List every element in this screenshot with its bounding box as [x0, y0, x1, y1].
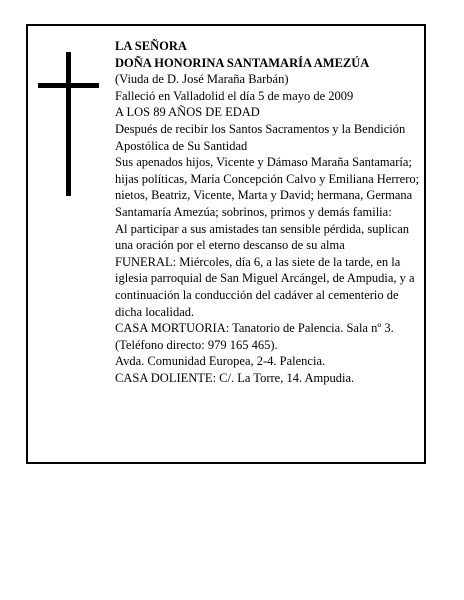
- deceased-name: DOÑA HONORINA SANTAMARÍA AMEZÚA: [115, 55, 370, 70]
- mortuary-paragraph: CASA MORTUORIA: Tanatorio de Palencia. Sala nº 3. (Teléfono directo: 979 165 465).: [115, 321, 394, 352]
- cross-horizontal-bar: [38, 83, 99, 88]
- death-date-line: Falleció en Valladolid el día 5 de mayo de 2009: [115, 88, 354, 103]
- age-line: A LOS 89 AÑOS DE EDAD: [115, 105, 260, 120]
- sacraments-paragraph: Después de recibir los Santos Sacramentos y la Bendición Apostólica de Su Santidad: [115, 121, 406, 153]
- widow-of-line: (Viuda de D. José Maraña Barbán): [115, 72, 289, 87]
- heading-line-1: LA SEÑORA: [115, 39, 187, 53]
- obituary-text: [115, 38, 420, 386]
- family-paragraph: Sus apenados hijos, Vicente y Dámaso Maraña Santamaría; hijas políticas, María Concepción Calvo y Emiliana Herrero; nietos, Beatriz, Vicente, Marta y David; hermana, Germana Santamaría Amezúa; sobrinos, primos y demás familia:: [115, 155, 420, 219]
- cross-vertical-bar: [66, 52, 71, 196]
- mourning-house-line: CASA DOLIENTE: C/. La Torre, 14. Ampudia.: [115, 370, 355, 385]
- address-line: Avda. Comunidad Europea, 2-4. Palencia.: [115, 354, 326, 369]
- funeral-paragraph: FUNERAL: Miércoles, día 6, a las siete de la tarde, en la iglesia parroquial de San Miguel Arcángel, de Ampudia, y a continuación la conducción del cadáver al cementerio de dicha localidad.: [115, 254, 415, 319]
- request-paragraph: Al participar a sus amistades tan sensible pérdida, suplican una oración por el eterno descanso de su alma: [115, 221, 410, 253]
